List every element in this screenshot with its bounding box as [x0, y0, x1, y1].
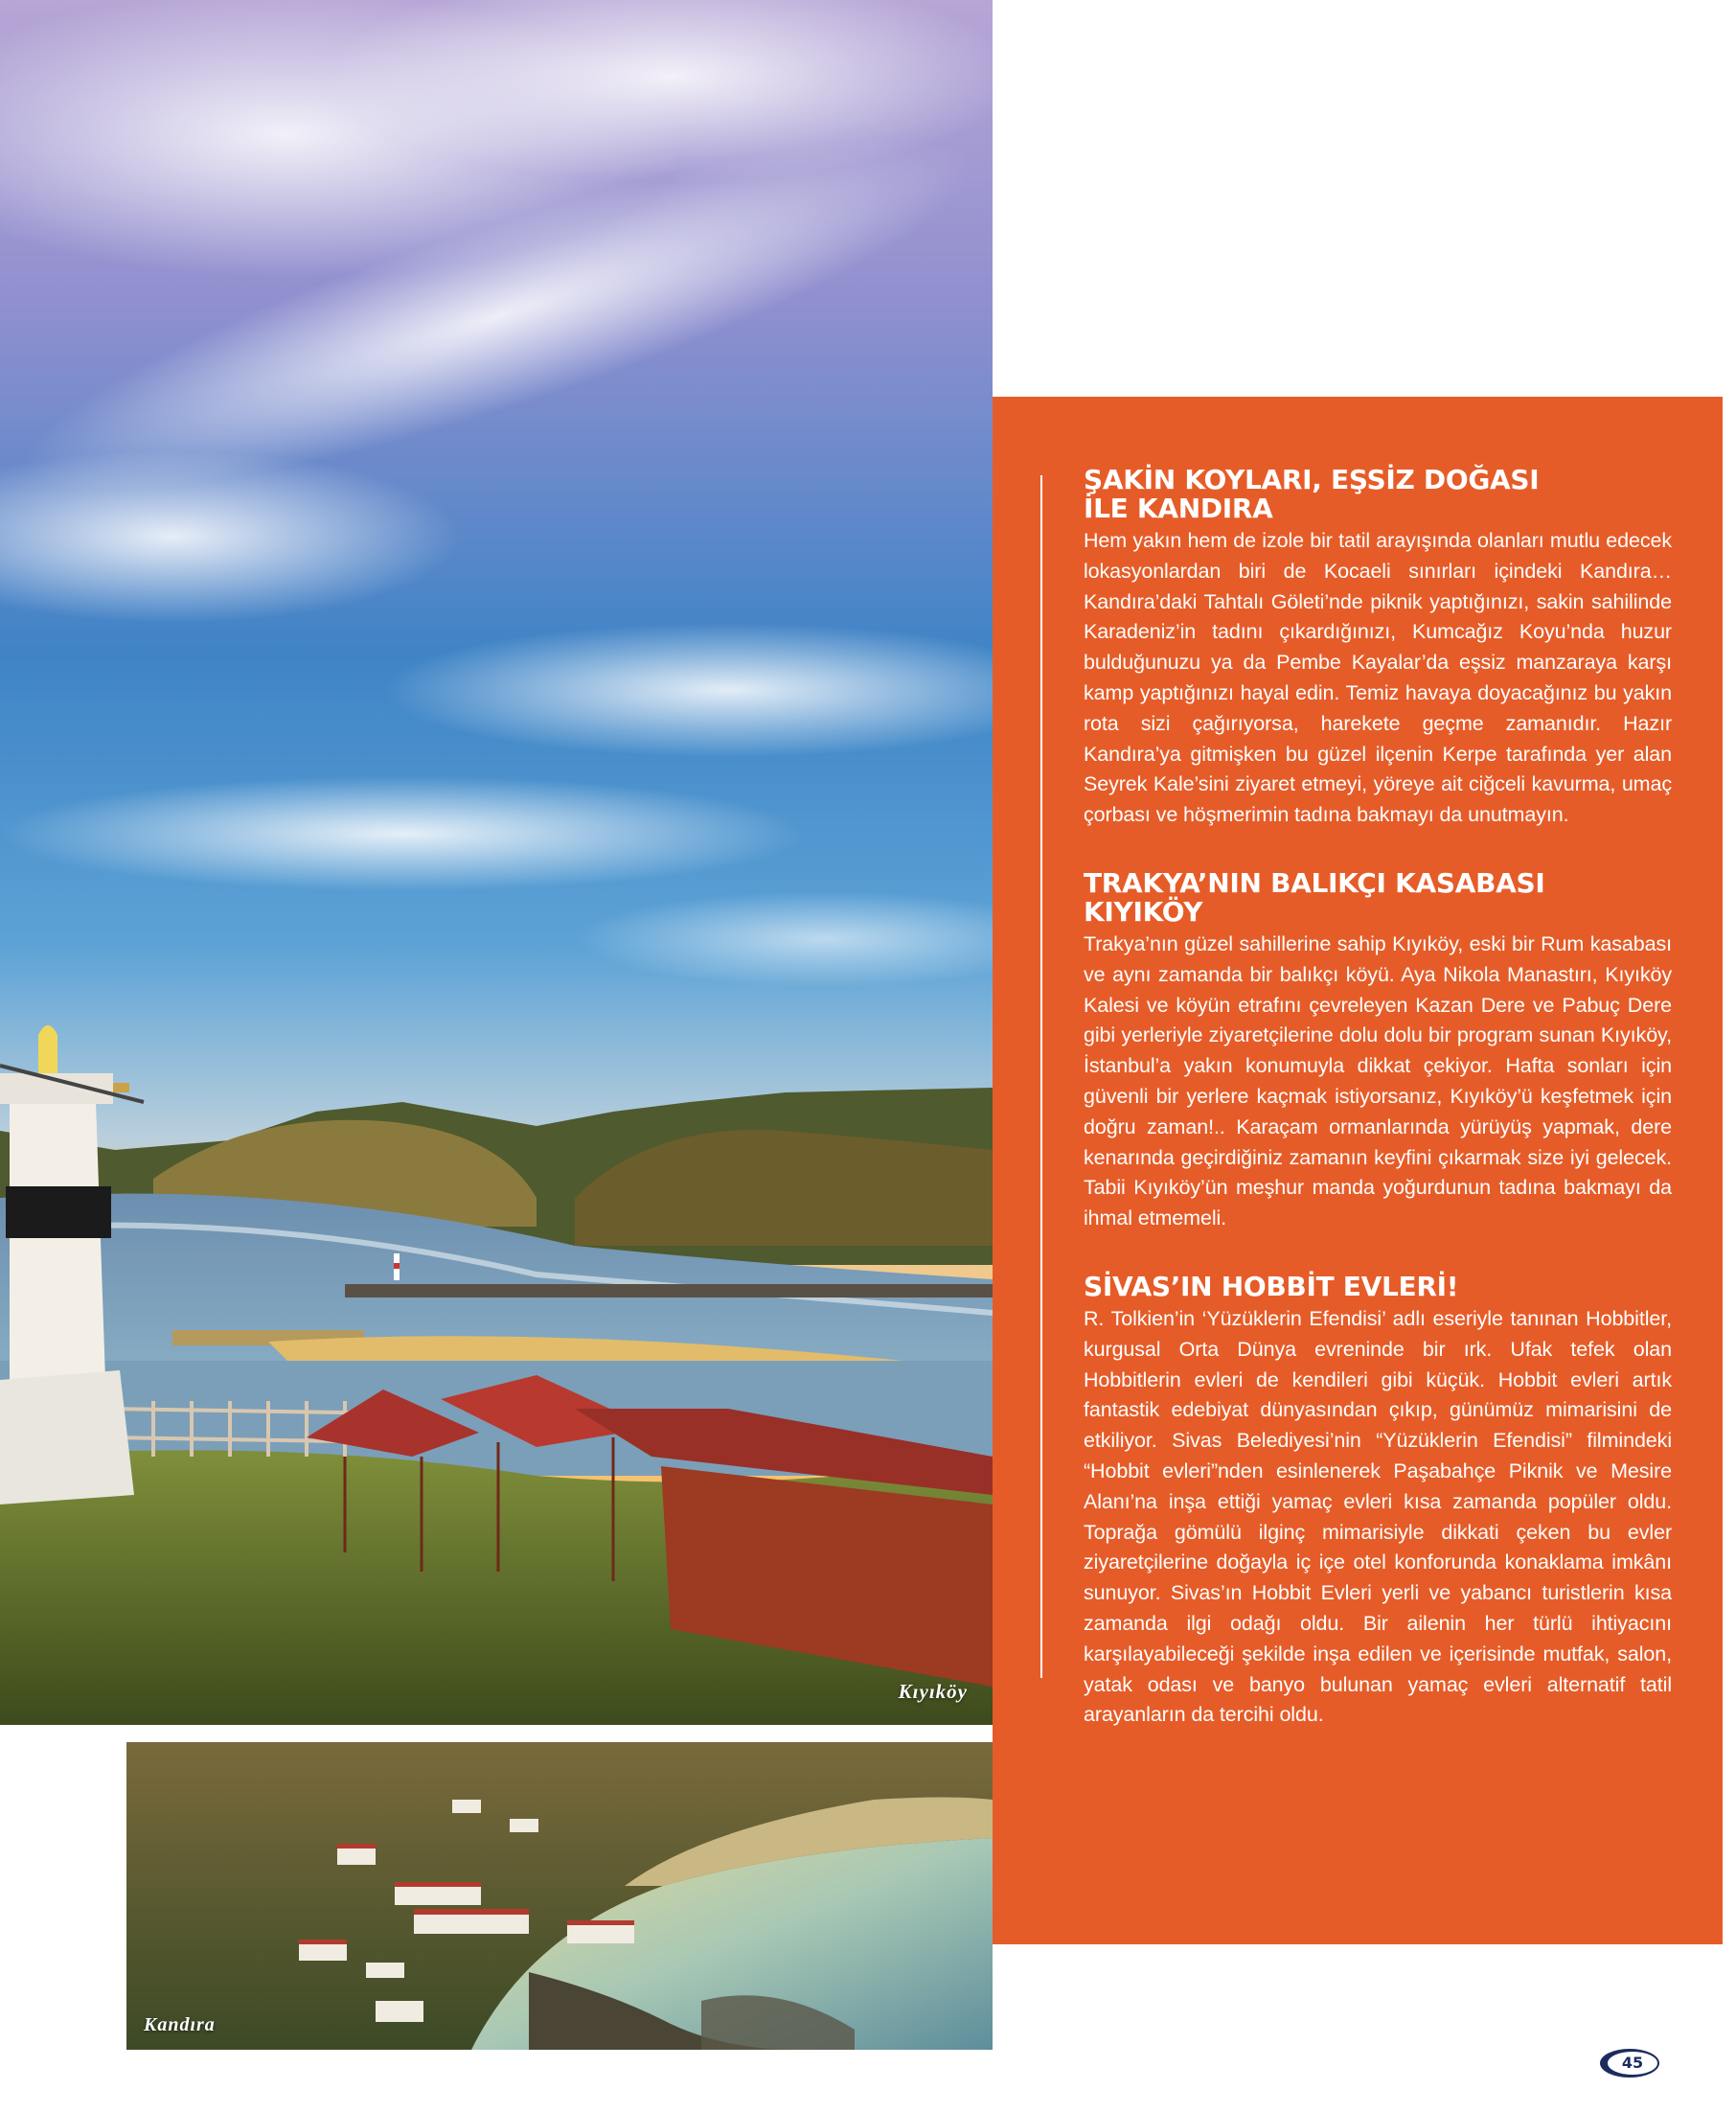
section-sivas: [1084, 1270, 1672, 1731]
photo-kiyikoy: [0, 0, 993, 1725]
article-panel: [993, 397, 1723, 1944]
heading-line-1: TRAKYA’NIN BALIKÇI KASABASI: [1084, 866, 1545, 899]
heading-line-2: İLE KANDIRA: [1084, 493, 1273, 524]
kiyikoy-landscape-image: [0, 0, 993, 1725]
photo-caption-kiyikoy: Kıyıköy: [898, 1680, 968, 1703]
page-number: 45: [1608, 2052, 1657, 2075]
section-heading-kiyikoy: [1084, 866, 1672, 928]
section-text-kandira: Hem yakın hem de izole bir tatil arayışında olanları mutlu edecek lokasyonlardan biri de Kocaeli sınırları içindeki Kandıra… Kandıra’daki Tahtalı Göleti’nde piknik yaptığınızı, sakin sahilinde Karadeniz’in tadını çıkardığınızı, Kumcağız Koyu’nda huzur bulduğunuzu ya da Pembe Kayalar’da eşsiz manzaraya karşı kamp yaptığınızı hayal edin. Temiz havaya doyacağınız bu yakın rota sizi çağırıyorsa, harekete geçme zamanıdır. Hazır Kandıra’ya gitmişken bu güzel ilçenin Kerpe tarafında yer alan Seyrek Kale’sini ziyaret etmeyi, yöreye ait ciğceli kavurma, umaç çorbası ve höşmerimin tadına bakmayı da unutmayın.: [1084, 529, 1672, 827]
section-heading-kandira: [1084, 466, 1672, 523]
photo-kandira: [126, 1742, 993, 2050]
kandira-aerial-image: [126, 1742, 993, 2050]
page-number-badge: [1600, 2049, 1659, 2078]
heading-line-1: ŞAKİN KOYLARI, EŞSİZ DOĞASI: [1084, 464, 1540, 495]
heading-line-1: SİVAS’IN HOBBİT EVLERİ!: [1084, 1270, 1459, 1302]
section-heading-sivas: [1084, 1270, 1672, 1302]
section-kandira: [1084, 466, 1672, 831]
article-body: [1084, 466, 1672, 1731]
section-text-sivas: R. Tolkien’in ‘Yüzüklerin Efendisi’ adlı eseriyle tanınan Hobbitler, kurgusal Orta Dünya evreninde bir ırk. Ufak tefek olan Hobbitlerin evleri de kendileri gibi küçük. Hobbit evleri artık fantastik edebiyat dünyasından çıkıp, günümüz mimarisini de etkiliyor. Sivas Belediyesi’nin “Yüzüklerin Efendisi” filmindeki “Hobbit evleri”nden esinlenerek Paşabahçe Piknik ve Mesire Alanı’na inşa ettiği yamaç evleri kısa zamanda popüler oldu. Toprağa gömülü ilginç mimarisiyle dikkati çeken bu evler ziyaretçilerine doğayla iç içe otel konforunda konaklama imkânı sunuyor. Sivas’ın Hobbit Evleri yerli ve yabancı turistlerin kısa zamanda ilgi odağı oldu. Bir ailenin her türlü ihtiyacını karşılayabileceği şekilde inşa edilen ve içerisinde mutfak, salon, yatak odası ve banyo bulunan yamaç evleri alternatif tatil arayanların da tercihi oldu.: [1084, 1306, 1672, 1727]
section-kiyikoy: [1084, 866, 1672, 1234]
heading-line-2: KIYIKÖY: [1084, 895, 1203, 928]
section-text-kiyikoy: Trakya’nın güzel sahillerine sahip Kıyıköy, eski bir Rum kasabası ve aynı zamanda bir balıkçı köyü. Aya Nikola Manastırı, Kıyıköy Kalesi ve köyün etrafını çevreleyen Kazan Dere ve Pabuç Dere gibi yerleriyle ziyaretçilerine dolu dolu bir program sunan Kıyıköy, İstanbul’a yakın konumuyla dikkat çekiyor. Hafta sonları için güvenli bir yerlere kaçmak istiyorsanız, Kıyıköy’ü keşfetmek için doğru zaman!.. Karaçam ormanlarında yürüyüş yapmak, dere kenarında geçirdiğiniz zamanın keyfini çıkarmak size iyi gelecek. Tabii Kıyıköy’ün meşhur manda yoğurdunun tadına bakmayı da ihmal etmemeli.: [1084, 931, 1672, 1230]
photo-caption-kandira: Kandıra: [144, 2014, 216, 2035]
panel-vertical-rule: [1040, 475, 1042, 1678]
